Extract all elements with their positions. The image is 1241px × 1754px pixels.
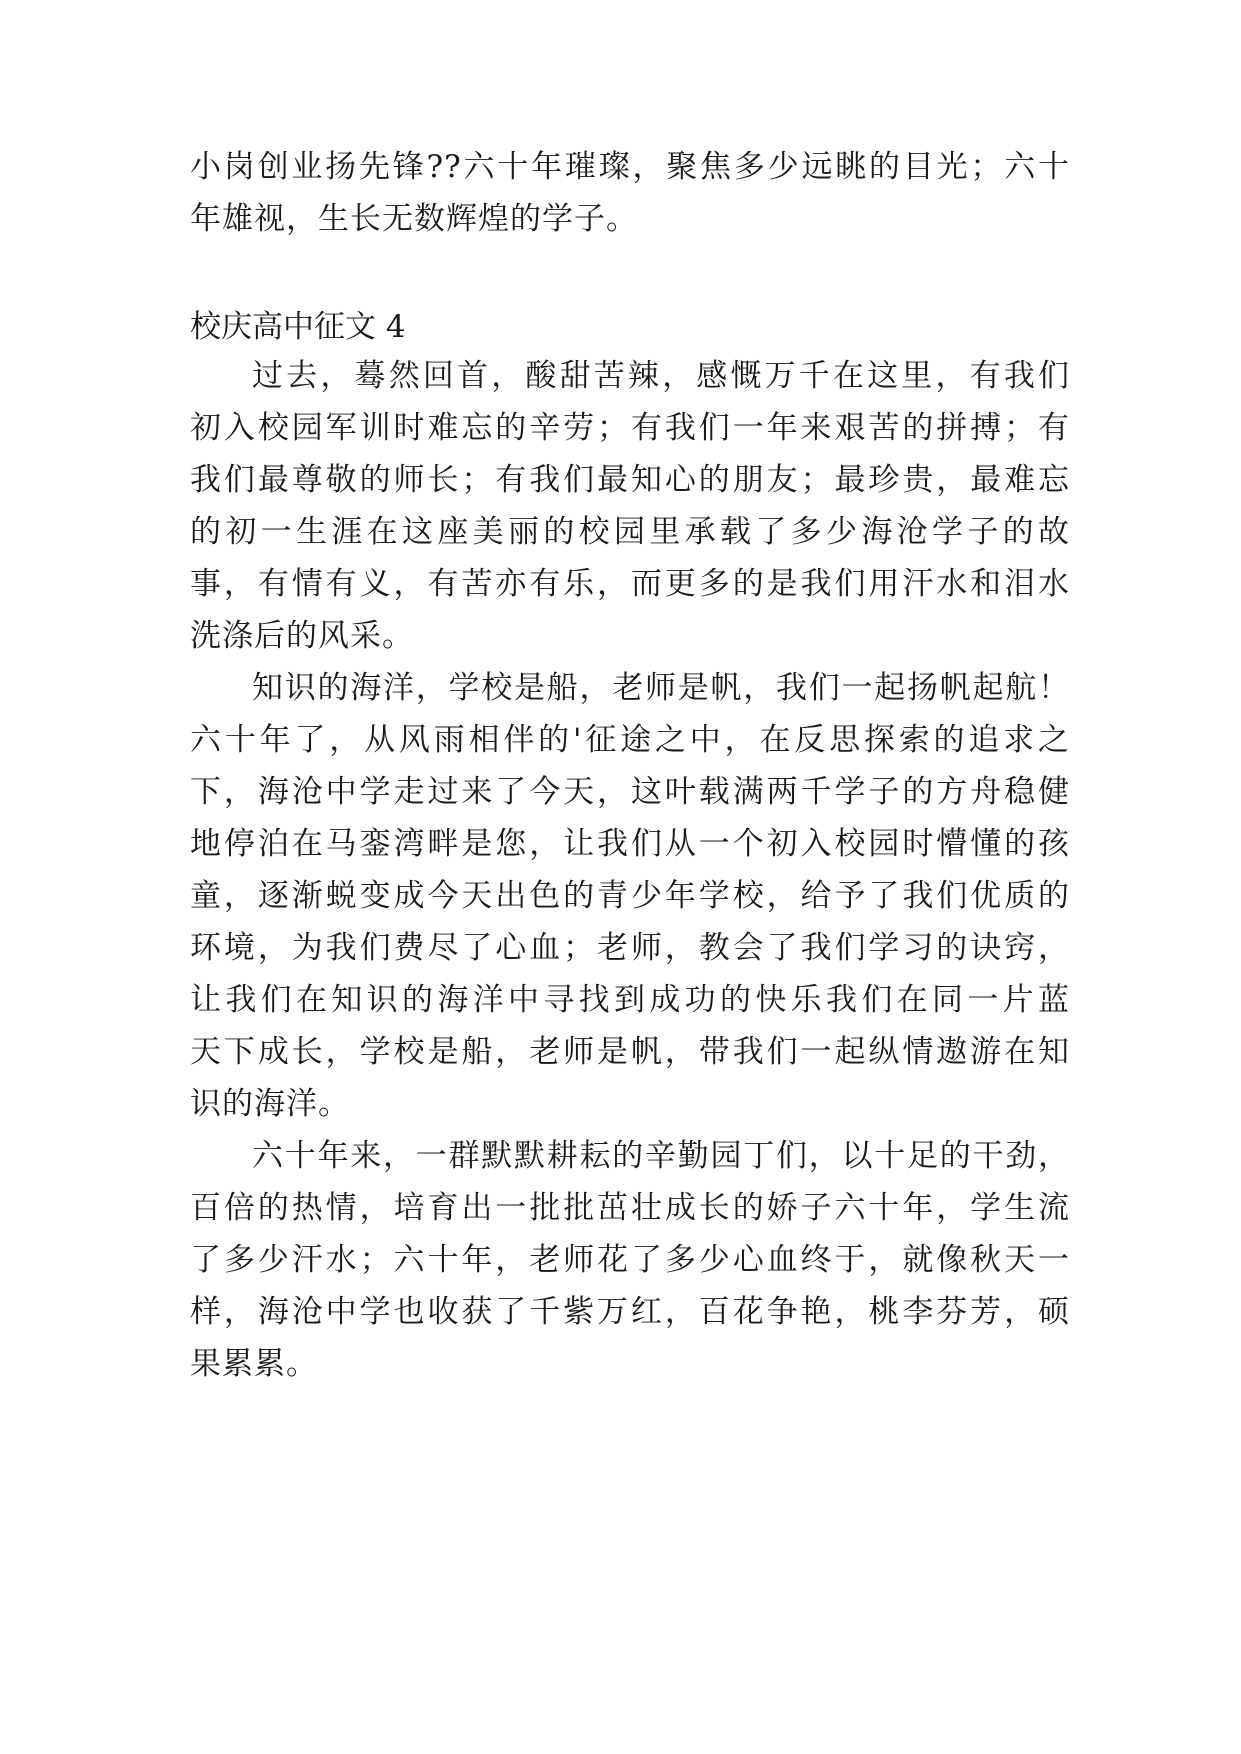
paragraph-line: 知识的海洋，学校是船，老师是帆，我们一起扬帆起航！: [252, 670, 1070, 706]
section-title: 校庆高中征文 4: [190, 309, 406, 345]
paragraph-line: 六十年来，一群默默耕耘的辛勤园丁们，以十足的干劲，: [252, 1138, 1070, 1174]
paragraph-line: 环境，为我们费尽了心血；老师，教会了我们学习的诀窍，: [190, 930, 1070, 966]
paragraph-line: 初入校园军训时难忘的辛劳；有我们一年来艰苦的拼搏；有: [190, 410, 1070, 446]
paragraph-line: 洗涤后的风采。: [190, 618, 414, 654]
paragraph-line: 识的海洋。: [190, 1086, 350, 1122]
paragraph-line: 事，有情有义，有苦亦有乐，而更多的是我们用汗水和泪水: [190, 566, 1070, 602]
paragraph-line: 果累累。: [190, 1346, 318, 1382]
intro-line: 年雄视，生长无数辉煌的学子。: [190, 201, 638, 237]
paragraph-line: 我们最尊敬的师长；有我们最知心的朋友；最珍贵，最难忘: [190, 462, 1070, 498]
paragraph-line: 天下成长，学校是船，老师是帆，带我们一起纵情遨游在知: [190, 1034, 1070, 1070]
intro-line: 小岗创业扬先锋??六十年璀璨，聚焦多少远眺的目光；六十: [190, 149, 1070, 185]
paragraph-line: 的初一生涯在这座美丽的校园里承载了多少海沧学子的故: [190, 514, 1070, 550]
paragraph-line: 百倍的热情，培育出一批批茁壮成长的娇子六十年，学生流: [190, 1190, 1070, 1226]
paragraph-line: 样，海沧中学也收获了千紫万红，百花争艳，桃李芬芳，硕: [190, 1294, 1070, 1330]
paragraph-line: 地停泊在马銮湾畔是您，让我们从一个初入校园时懵懂的孩: [190, 826, 1070, 862]
paragraph-line: 下，海沧中学走过来了今天，这叶载满两千学子的方舟稳健: [190, 774, 1070, 810]
paragraph-line: 过去，蓦然回首，酸甜苦辣，感慨万千在这里，有我们: [252, 358, 1070, 394]
paragraph-line: 了多少汗水；六十年，老师花了多少心血终于，就像秋天一: [190, 1242, 1070, 1278]
paragraph-line: 六十年了，从风雨相伴的'征途之中，在反思探索的追求之: [190, 722, 1070, 758]
paragraph-line: 让我们在知识的海洋中寻找到成功的快乐我们在同一片蓝: [190, 982, 1070, 1018]
paragraph-line: 童，逐渐蜕变成今天出色的青少年学校，给予了我们优质的: [190, 878, 1070, 914]
